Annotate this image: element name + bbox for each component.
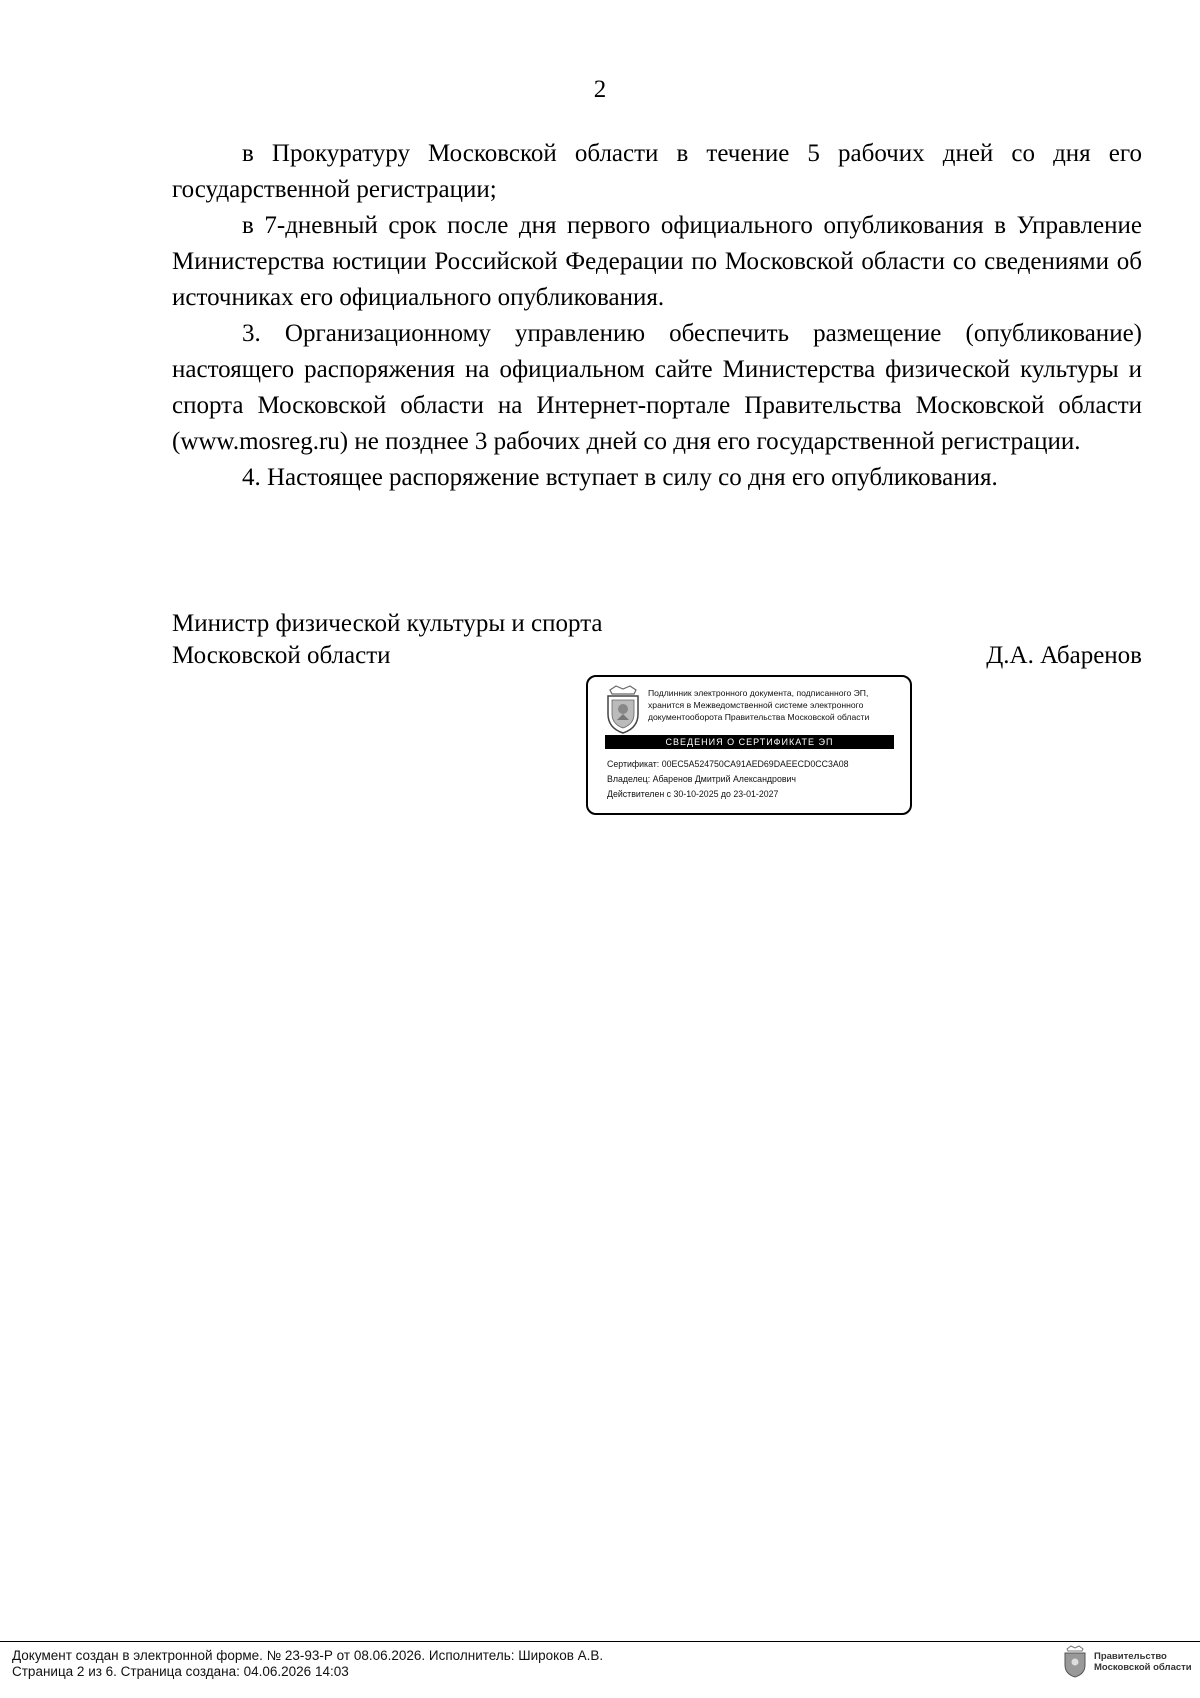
signatory-position-line2: Московской области [172, 642, 391, 669]
footer-text [12, 1648, 603, 1680]
paragraph-prosecutor: в Прокуратуру Московской области в течение 5 рабочих дней со дня его государственной регистрации; [172, 140, 1142, 203]
footer-logo [1062, 1645, 1192, 1679]
footer-logo-text [1094, 1651, 1192, 1673]
stamp-owner: Владелец: Абаренов Дмитрий Александрович [607, 774, 797, 784]
stamp-certificate-number: Сертификат: 00EC5A524750CA91AED69DAEECD0CC3A08 [607, 759, 849, 769]
paragraph-justice-ministry: в 7-дневный срок после дня первого официального опубликования в Управление Министерства юстиции Российской Федерации по Московской области со сведениями об источниках его официального опубликования. [172, 212, 1142, 311]
stamp-validity: Действителен с 30-10-2025 до 23-01-2027 [607, 789, 779, 799]
signatory-name: Д.А. Абаренов [986, 642, 1142, 669]
stamp-certificate-bar: СВЕДЕНИЯ О СЕРТИФИКАТЕ ЭП [605, 735, 894, 749]
page-number: 2 [593, 76, 607, 103]
document-body [172, 136, 1142, 496]
coat-of-arms-icon [602, 684, 644, 736]
stamp-details [607, 757, 907, 802]
footer-logo-line1: Правительство [1094, 1651, 1167, 1662]
paragraph-effective-date: 4. Настоящее распоряжение вступает в силу со дня его опубликования. [242, 464, 998, 491]
signatory-position-line1: Министр физической культуры и спорта [172, 610, 603, 637]
stamp-header-line2: хранится в Межведомственной системе электронного [648, 700, 864, 710]
footer-line1: Документ создан в электронной форме. № 23-93-Р от 08.06.2026. Исполнитель: Широков А.В. [12, 1648, 604, 1663]
electronic-signature-stamp [586, 675, 912, 815]
coat-of-arms-icon [1062, 1645, 1088, 1679]
stamp-header [648, 687, 910, 723]
stamp-header-line3: документооборота Правительства Московской области [648, 712, 870, 722]
footer-logo-line2: Московской области [1094, 1662, 1192, 1673]
signature-line [172, 640, 1142, 672]
signature-block [172, 608, 1142, 672]
footer-line2: Страница 2 из 6. Страница создана: 04.06.2026 14:03 [12, 1664, 349, 1679]
paragraph-publication: 3. Организационному управлению обеспечить размещение (опубликование) настоящего распоряжения на официальном сайте Министерства физической культуры и спорта Московской области на Интернет-портале Правительства Московской области (www.mosreg.ru) не позднее 3 рабочих дней со дня его государственной регистрации. [172, 320, 1142, 455]
footer-divider [0, 1641, 1200, 1642]
stamp-header-line1: Подлинник электронного документа, подписанного ЭП, [648, 688, 869, 698]
